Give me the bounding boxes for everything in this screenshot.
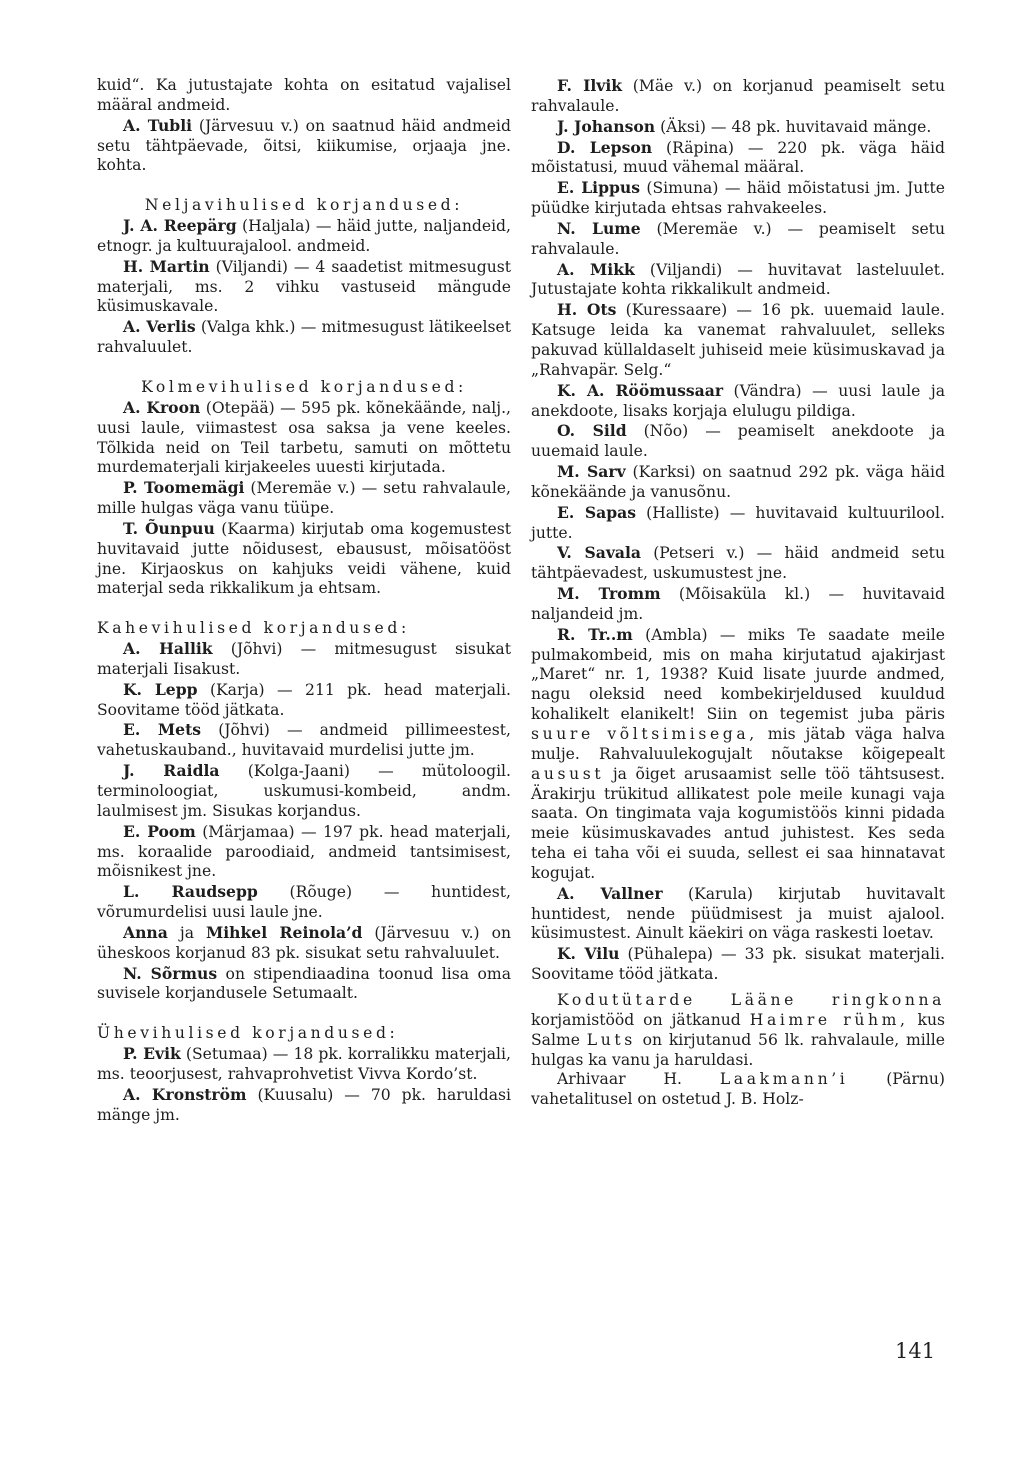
entry <box>531 76 945 117</box>
entry <box>531 117 945 138</box>
entry-text: (Järvesuu v.) on saatnud häid andmeid setu tähtpäevade, õitsi, kiikumise, orjaaja jne. kohta. <box>97 116 512 175</box>
entry <box>97 720 511 761</box>
entry <box>531 503 945 544</box>
entry <box>531 625 945 884</box>
paragraph-text: on kirjutanud 56 lk. rahvalaule, mille hulgas ka vanu ja haruldasi. <box>531 1030 945 1069</box>
collector-name: A. Kronström <box>123 1084 247 1104</box>
entry <box>97 398 511 478</box>
entry-text: (Järvesuu v.) on üheskoos korjanud 83 pk. sisukat setu rahvaluulet. <box>97 923 511 962</box>
collector-name: N. Sõrmus <box>123 963 218 983</box>
entry-text: (Meremäe v.) — setu rahvalaule, mille hulgas väga vanu tüüpe. <box>97 479 511 518</box>
collector-name: A. Vallner <box>557 883 663 903</box>
entry-text: (Valga khk.) — mitmesugust lätikeelset rahvaluulet. <box>97 318 511 357</box>
collector-name: A. Kroon <box>123 397 201 417</box>
collector-name: Mihkel Reinola’d <box>205 922 363 942</box>
entry-text: (Otepää) — 595 pk. kõnekäände, nalj., uusi laule, viimastest osa saksa ja vene keeles. Tõlkida neid on Teil tarbetu, samuti on mõttetu murdematerjali kirjakeeles uuesti kirjutada. <box>97 398 511 477</box>
entry <box>97 680 511 721</box>
collector-name: E. Sapas <box>557 502 637 522</box>
entry-text: (Märjamaa) — 197 pk. head materjali, ms. koraalide paroodiaid, andmeid tantsimisest, mõisnikest jne. <box>97 822 511 881</box>
entry <box>531 381 945 422</box>
entry-text: (Rõuge) — huntidest, võrumurdelisi uusi laule jne. <box>97 883 511 922</box>
collector-name: F. Ilvik <box>557 76 623 95</box>
paragraph <box>97 76 511 116</box>
entry-text: (Karja) — 211 pk. head materjali. Soovitame tööd jätkata. <box>97 680 511 719</box>
entry-text: (Ambla) — miks Te saadate meile pulmakombeid, mis on maha kirjutatud ajakirjast „Maret“ nr. 1, 1938? Kuid lisate juurde andmed, nagu oleksid need kombekirjeldused kuuldud kohalikelt elanikelt! Siin on tegemist juba päris <box>531 625 945 724</box>
entry <box>97 1044 511 1085</box>
entry-text: (Vändra) — uusi laule ja anekdoote, lisaks korjaja elulugu pildiga. <box>531 381 945 420</box>
collector-name: H. Martin <box>123 256 210 276</box>
collector-name: L. Raudsepp <box>123 882 258 902</box>
collector-name: H. Ots <box>557 300 617 320</box>
collector-name: A. Hallik <box>123 639 213 659</box>
entry <box>97 882 511 923</box>
entry <box>531 138 945 179</box>
section-heading: Neljavihulised korjandused: <box>144 196 464 215</box>
entry-text: (Meremäe v.) — peamiselt setu rahvalaule. <box>531 219 945 258</box>
entry <box>97 519 511 599</box>
entry-text: (Kuusalu) — 70 pk. haruldasi mänge jm. <box>97 1085 512 1124</box>
entry-text: (Pühalepa) — 33 pk. sisukat materjali. Soovitame tööd jätkata. <box>531 945 945 984</box>
collector-name: K. Lepp <box>123 679 198 699</box>
paragraph-text: Arhivaar H. <box>557 1070 720 1089</box>
entry <box>531 884 945 945</box>
collector-name: A. Verlis <box>123 317 196 337</box>
paragraph-text: korjamistööd on jätkanud <box>531 1010 750 1029</box>
emphasized-text: suure võltsimisega, <box>531 725 758 743</box>
entry-text: (Karksi) on saatnud 292 pk. väga häid kõnekäände ja vanusõnu. <box>531 463 945 501</box>
entry <box>97 761 511 822</box>
collector-name: N. Lume <box>557 218 641 238</box>
entry-text: (Mäe v.) on korjanud peamiselt setu rahvalaule. <box>531 77 945 115</box>
collector-name: E. Lippus <box>557 178 641 198</box>
paragraph <box>531 1070 945 1110</box>
entry <box>97 923 511 964</box>
entry <box>531 219 945 260</box>
entry <box>97 822 511 883</box>
collector-name: V. Savala <box>557 543 642 563</box>
entry-text: (Jõhvi) — mitmesugust sisukat materjali Iisakust. <box>97 640 511 678</box>
entry-text: (Petseri v.) — häid andmeid setu tähtpäevadest, uskumustest jne. <box>531 544 945 583</box>
collector-name: T. Õunpuu <box>123 518 215 538</box>
entry <box>531 421 945 462</box>
left-column <box>97 76 511 1126</box>
entry <box>531 260 945 301</box>
entry <box>97 116 511 177</box>
collector-name: A. Mikk <box>557 259 635 279</box>
entry <box>97 317 511 358</box>
emphasized-text: Luts <box>586 1030 636 1049</box>
entry <box>97 478 511 519</box>
paragraph-text: kus Salme <box>531 1010 945 1049</box>
collector-name: K. Vilu <box>557 944 620 964</box>
entry <box>531 178 945 219</box>
entry <box>531 462 945 503</box>
emphasized-text: Kodutütarde Lääne ringkonna <box>557 990 945 1009</box>
entry <box>531 543 945 584</box>
collector-name: E. Poom <box>123 821 196 841</box>
entry <box>97 216 511 257</box>
collector-name: Anna <box>123 922 168 942</box>
collector-name: M. Tromm <box>557 584 661 604</box>
section-heading: Ühevihulised korjandused: <box>97 1024 399 1043</box>
emphasized-text: Haimre rühm, <box>749 1010 909 1029</box>
collector-name: P. Toomemägi <box>123 478 245 498</box>
entry-text: (Viljandi) — 4 saadetist mitmesugust materjali, ms. 2 vihku vastuseid mängude küsimuskavale. <box>97 257 512 316</box>
entry-text: ja <box>167 923 206 942</box>
entry-text: (Äksi) — 48 pk. huvitavaid mänge. <box>655 117 932 136</box>
entry-text: (Räpina) — 220 pk. väga häid mõistatusi, muud vähemal määral. <box>531 138 945 177</box>
entry-text: (Nõo) — peamiselt anekdoote ja uuemaid laule. <box>531 422 945 461</box>
entry <box>97 257 511 318</box>
section-heading: Kolmevihulised korjandused: <box>141 377 467 396</box>
entry-text: (Halliste) — huvitavaid kultuurilool. jutte. <box>531 503 945 542</box>
entry-text: (Jõhvi) — andmeid pillimeestest, vahetuskauband., huvitavaid murdelisi jutte jm. <box>97 721 511 760</box>
entry-text: (Kolga-Jaani) — mütoloogil. terminoloogiat, uskumusi-kombeid, andm. laulmisest jm. Sisukas korjandus. <box>97 762 511 820</box>
entry-text: (Viljandi) — huvitavat lasteluulet. Jutustajate kohta rikkalikult andmeid. <box>531 260 945 299</box>
collector-name: R. Tr..m <box>557 624 633 644</box>
collector-name: D. Lepson <box>557 137 653 157</box>
entry <box>531 584 945 625</box>
entry-text: (Karula) kirjutab huvitavalt huntidest, nende püüdmisest ja muist ajalool. küsimustest. Ainult käekiri on väga raskesti loetav. <box>531 884 945 943</box>
entry-text: mis jätab väga halva mulje. Rahvaluulekogujalt nõutakse kõigepealt <box>531 725 945 763</box>
entry-text: on stipendiaadina toonud lisa oma suvisele korjandusele Setumaalt. <box>97 964 511 1003</box>
collector-name: J. Raidla <box>123 761 220 781</box>
entry <box>97 1085 511 1126</box>
collector-name: O. Sild <box>557 421 627 441</box>
emphasized-text: ausust <box>531 764 605 783</box>
entry <box>97 964 511 1005</box>
entry-text: (Simuna) — häid mõistatusi jm. Jutte püüdke kirjutada ehtsas rahvakeeles. <box>531 179 946 218</box>
collector-name: J. Johanson <box>557 116 656 136</box>
right-column <box>531 76 945 1110</box>
collector-name: J. A. Reepärg <box>123 216 237 236</box>
collector-name: E. Mets <box>123 720 202 740</box>
paragraph-text: kuid“. Ka jutustajate kohta on esitatud vajalisel määral andmeid. <box>97 76 511 114</box>
entry <box>531 944 945 985</box>
collector-name: K. A. Röömussaar <box>557 380 724 400</box>
page-number: 141 <box>895 1339 936 1363</box>
entry-text: ja õiget arusaamist selle töö tähtsusest. Ärakirju trükitud allikatest pole meile kunagi vaja saata. On tingimata vaja kogumistöös kinni pidada meie küsimuskavades antud juhistest. Kes seda teha ei taha või ei suuda, sellest ei saa hinnatavat kogujat. <box>531 764 945 882</box>
entry-text: (Setumaa) — 18 pk. korralikku materjali, ms. teoorjusest, rahvaprohvetist Vivva Kordo’st. <box>97 1045 511 1083</box>
entry-text: (Mõisaküla kl.) — huvitavaid naljandeid jm. <box>531 585 945 623</box>
paragraph-text: (Pärnu) vahetalitusel on ostetud J. B. Holz- <box>531 1070 945 1109</box>
section-heading: Kahevihulised korjandused: <box>97 619 410 638</box>
entry-text: (Kuressaare) — 16 pk. uuemaid laule. Katsuge leida ka vanemat rahvaluulet, selleks pakuvad küllaldaselt juhiseid meie küsimuskavad ja „Rahvapär. Selg.“ <box>531 301 945 379</box>
emphasized-text: Laakmann’i <box>719 1070 849 1089</box>
entry-text: (Haljala) — häid jutte, naljandeid, etnogr. ja kultuurajalool. andmeid. <box>97 217 511 255</box>
entry <box>531 300 945 380</box>
entry-text: (Kaarma) kirjutab oma kogemustest huvitavaid jutte nõidusest, ebausust, mõisatööst jne. Kirjaoskus on kahjuks veidi vähene, kuid materjal seda rikkalikum ja ehtsam. <box>97 519 511 598</box>
collector-name: M. Sarv <box>557 462 626 482</box>
collector-name: A. Tubli <box>123 115 193 135</box>
paragraph <box>531 991 945 1070</box>
collector-name: P. Evik <box>123 1044 181 1064</box>
entry <box>97 639 511 680</box>
